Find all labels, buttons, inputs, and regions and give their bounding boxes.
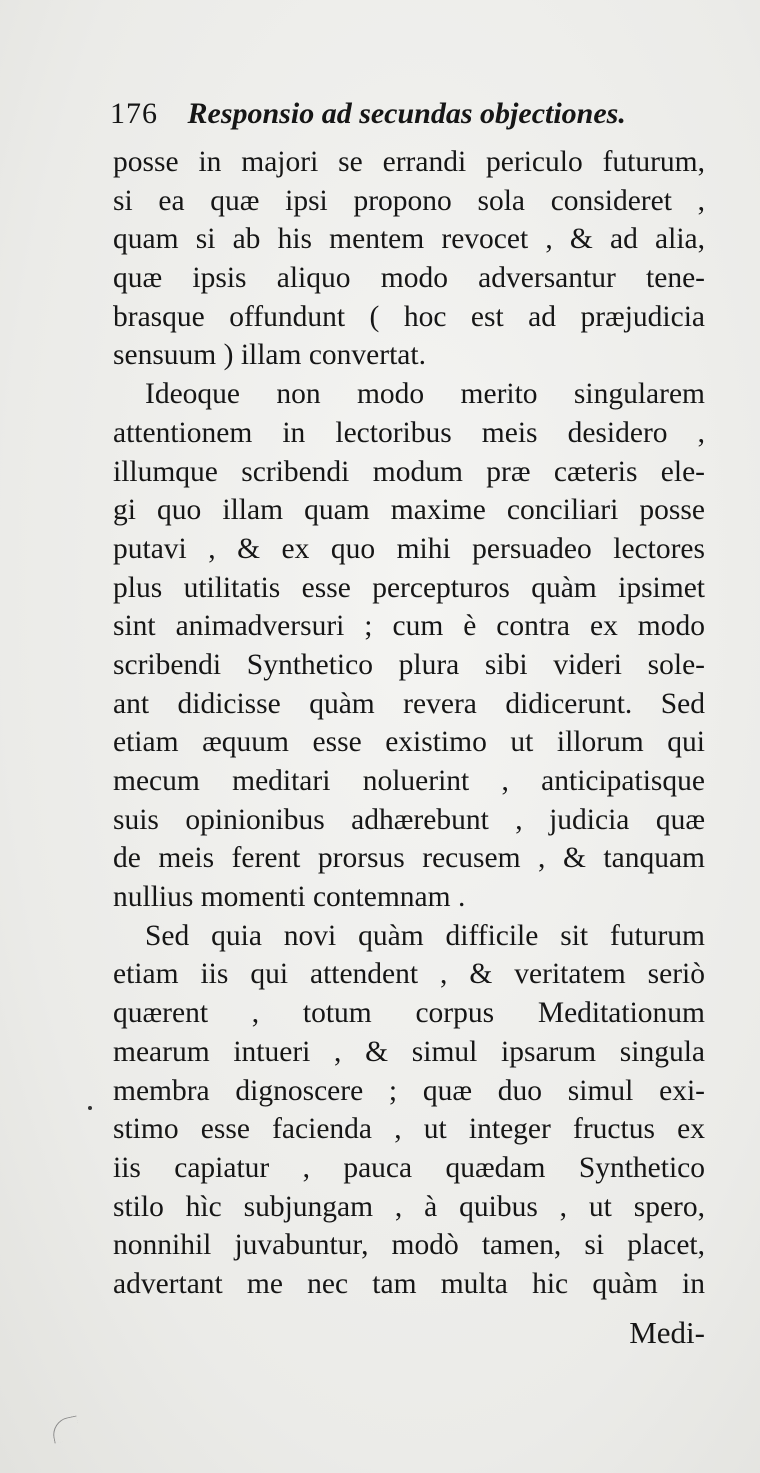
text-line: mearum intueri , & simul ipsarum singula (113, 1035, 705, 1068)
text-line: advertant me nec tam multa hic quàm in (113, 1267, 705, 1300)
text-line: etiam æquum esse existimo ut illorum qui (113, 726, 705, 759)
body-text (113, 143, 705, 1304)
text-line: scribendi Synthetico plura sibi videri sole- (113, 648, 705, 681)
text-line: ant didicisse quàm revera didicerunt. Sed (113, 687, 705, 720)
text-line: sensuum ) illam convertat. (113, 339, 426, 372)
page-number: 176 (110, 97, 158, 130)
text-line: sint animadversuri ; cum è contra ex modo (113, 610, 705, 643)
running-title: Responsio ad secundas objectiones. (187, 97, 626, 130)
text-line: mecum meditari noluerint , anticipatisque (113, 765, 705, 797)
page-header (110, 92, 710, 136)
corner-pencil-mark (50, 1415, 81, 1443)
text-line: de meis ferent prorsus recusem , & tanquam (113, 842, 705, 875)
text-line: quam si ab his mentem revocet , & ad alia, (113, 223, 705, 256)
text-line: quæ ipsis aliquo modo adversantur tene- (113, 262, 705, 295)
text-line: suis opinionibus adhærebunt , judicia quæ (113, 803, 705, 836)
text-line: iis capiatur , pauca quædam Synthetico (113, 1151, 705, 1184)
text-line: plus utilitatis esse percepturos quàm ipsimet (113, 571, 705, 604)
text-line: attentionem in lectoribus meis desidero , (113, 416, 705, 449)
text-line: etiam iis qui attendent , & veritatem seriò (113, 958, 705, 991)
text-line: stilo hìc subjungam , à quibus , ut spero, (113, 1190, 705, 1223)
text-line: gi quo illam quam maxime conciliari posse (113, 494, 705, 527)
paragraph-start-line: Ideoque non modo merito singularem (145, 378, 705, 411)
text-line: stimo esse facienda , ut integer fructus ex (113, 1113, 705, 1146)
text-line: si ea quæ ipsi propono sola consideret , (113, 184, 705, 217)
text-line: quærent , totum corpus Meditationum (113, 997, 705, 1030)
text-line: posse in majori se errandi periculo futurum, (113, 146, 705, 178)
text-line: nonnihil juvabuntur, modò tamen, si placet, (113, 1229, 705, 1262)
margin-ink-dot (88, 1106, 92, 1110)
text-line: putavi , & ex quo mihi persuadeo lectores (113, 532, 705, 565)
text-line: membra dignoscere ; quæ duo simul exi- (113, 1074, 705, 1107)
paragraph-start-line: Sed quia novi quàm difficile sit futurum (145, 919, 705, 952)
text-line: brasque offundunt ( hoc est ad præjudicia (113, 300, 705, 333)
text-line: illumque scribendi modum præ cæteris ele- (113, 455, 705, 488)
text-line: nullius momenti contemnam . (113, 881, 466, 914)
catchword: Medi- (629, 1315, 705, 1350)
